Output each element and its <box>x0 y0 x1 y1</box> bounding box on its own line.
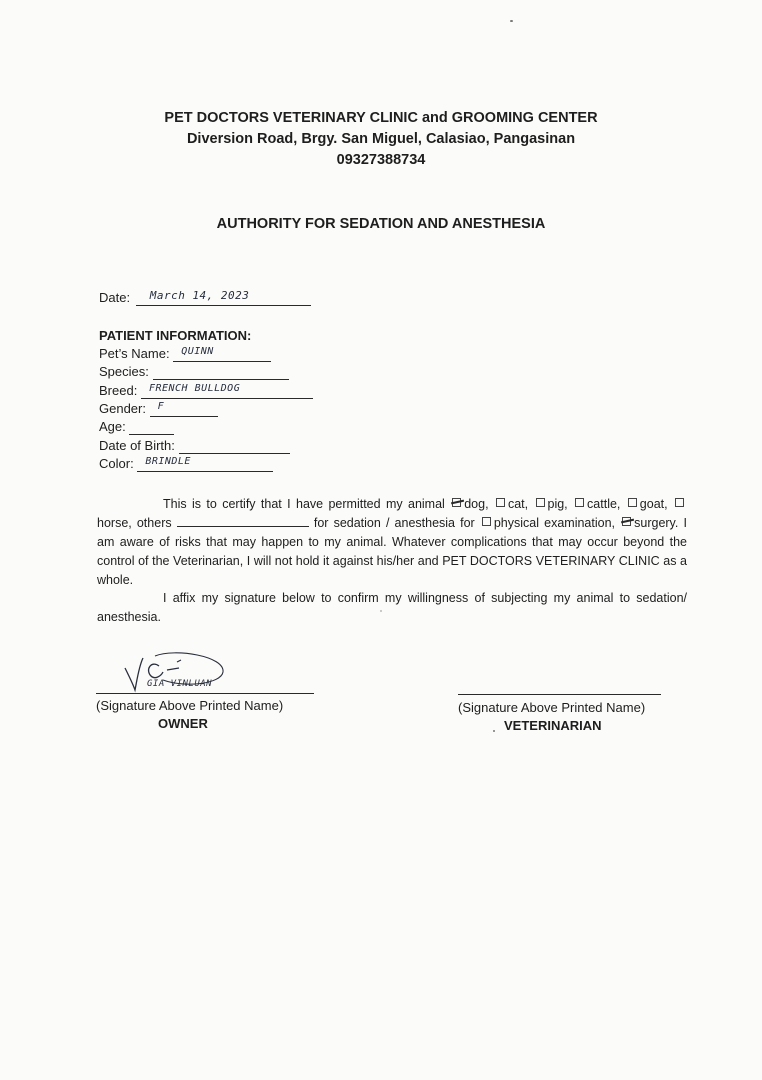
color-value: BRINDLE <box>145 456 191 467</box>
consent-intro: This is to certify that I have permitted my animal <box>163 497 445 511</box>
option-horse-others: horse, others <box>97 516 172 530</box>
owner-signature-caption: (Signature Above Printed Name) <box>96 698 284 713</box>
form-title: AUTHORITY FOR SEDATION AND ANESTHESIA <box>216 216 546 232</box>
color-label: Color: <box>99 456 134 471</box>
gender-value: F <box>157 401 165 412</box>
checkbox-cattle <box>575 498 584 507</box>
gender-label: Gender: <box>99 401 146 416</box>
pet-name-label: Pet’s Name: <box>99 346 170 361</box>
checkbox-cat <box>496 498 505 507</box>
owner-printed-name: GIA VINLUAN <box>147 679 213 689</box>
breed-field <box>99 383 313 399</box>
dob-field <box>99 438 290 454</box>
pet-name-field <box>99 346 271 362</box>
option-cat: cat, <box>507 497 529 511</box>
dob-label: Date of Birth: <box>99 438 175 453</box>
checkbox-physical-exam <box>482 517 491 526</box>
vet-signature-line <box>458 694 661 695</box>
consent-mid: for sedation / anesthesia for <box>313 516 475 530</box>
date-field <box>99 290 311 306</box>
age-label: Age: <box>99 419 126 434</box>
age-field <box>99 419 174 435</box>
checkbox-surgery-checked <box>622 517 631 526</box>
others-blank <box>177 515 309 527</box>
breed-label: Breed: <box>99 383 138 398</box>
color-blank <box>137 457 273 472</box>
option-physical-exam: physical examination, <box>493 516 615 530</box>
gender-blank <box>150 402 218 417</box>
affirmation-paragraph <box>97 589 687 627</box>
scan-speck <box>380 610 382 612</box>
species-blank <box>153 365 289 380</box>
color-field <box>99 456 273 472</box>
checkbox-horse <box>675 498 684 507</box>
consent-paragraph <box>97 495 687 590</box>
age-blank <box>129 420 174 435</box>
clinic-phone: 09327388734 <box>336 152 426 168</box>
date-value: March 14, 2023 <box>149 289 250 302</box>
clinic-name: PET DOCTORS VETERINARY CLINIC and GROOMING CENTER <box>164 110 598 126</box>
scan-speck <box>510 20 513 22</box>
option-dog: dog, <box>464 497 489 511</box>
checkbox-pig <box>536 498 545 507</box>
clinic-address: Diversion Road, Brgy. San Miguel, Calasiao, Pangasinan <box>186 131 576 147</box>
owner-role-label: OWNER <box>158 716 208 731</box>
breed-value: FRENCH BULLDOG <box>148 383 241 394</box>
species-label: Species: <box>99 364 149 379</box>
pet-name-blank <box>173 347 271 362</box>
owner-signature-line <box>96 693 314 694</box>
dob-blank <box>179 439 290 454</box>
date-blank <box>136 291 311 306</box>
checkbox-goat <box>628 498 637 507</box>
species-field <box>99 364 289 380</box>
vet-signature-caption: (Signature Above Printed Name) <box>458 700 646 715</box>
consent-rest: I am aware of risks that may happen to my animal. Whatever complications that may occur beyond the control of the Veterinarian, I will not hold it against his/her and PET DOCTORS VETERINARY CLINIC as a whole. <box>97 516 687 587</box>
option-pig: pig, <box>547 497 568 511</box>
date-label: Date: <box>99 290 131 305</box>
gender-field <box>99 401 218 417</box>
checkbox-dog-checked <box>452 498 461 507</box>
option-surgery: surgery. <box>634 516 679 530</box>
scan-speck <box>493 730 495 732</box>
pet-name-value: QUINN <box>181 346 214 357</box>
vet-role-label: VETERINARIAN <box>504 718 602 733</box>
breed-blank <box>141 384 313 399</box>
option-goat: goat, <box>639 497 668 511</box>
option-cattle: cattle, <box>587 497 621 511</box>
patient-info-heading: PATIENT INFORMATION: <box>99 328 252 343</box>
affirmation-text: I affix my signature below to confirm my willingness of subjecting my animal to sedation/ anesthesia. <box>97 591 687 624</box>
